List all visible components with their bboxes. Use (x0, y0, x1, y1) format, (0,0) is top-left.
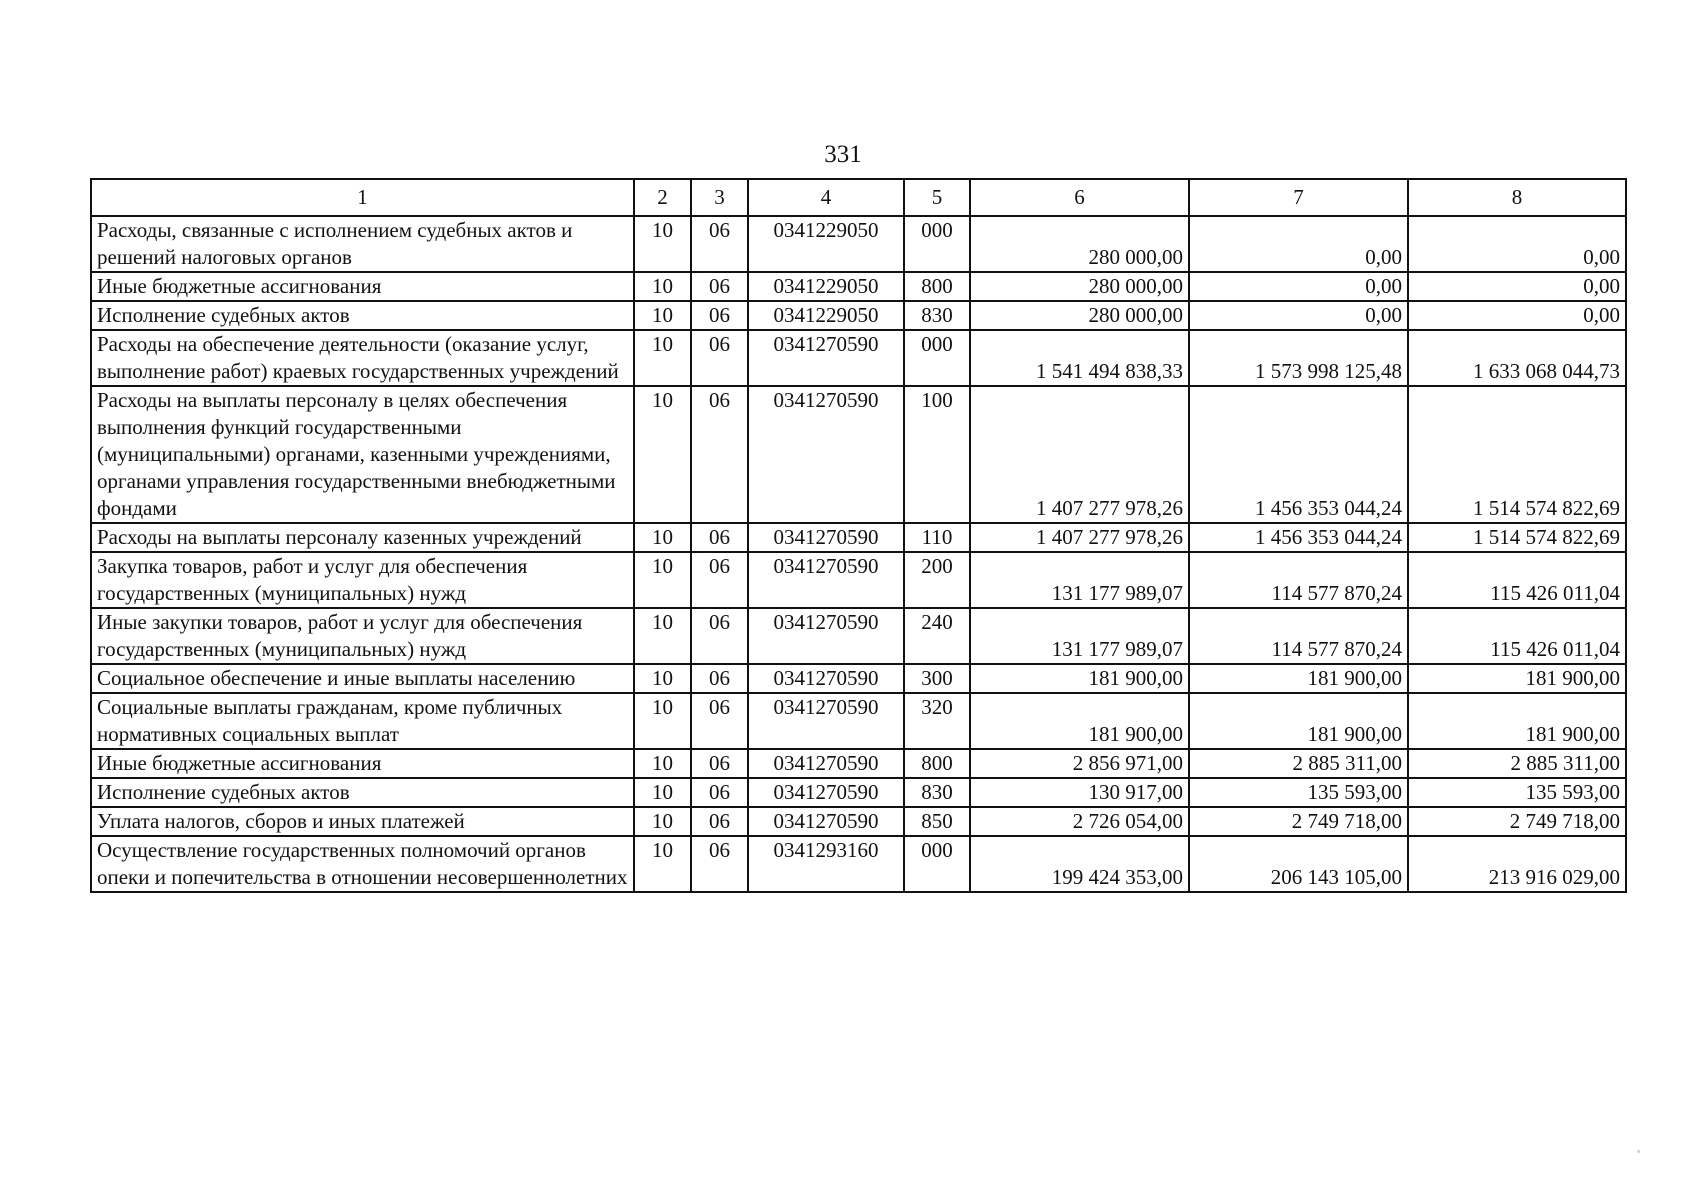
col2-cell: 10 (634, 330, 691, 386)
col3-cell: 06 (691, 749, 748, 778)
header-cell: 1 (91, 179, 634, 216)
scan-speck (1637, 1150, 1640, 1153)
col4-cell: 0341270590 (748, 778, 904, 807)
col8-amount-cell: 181 900,00 (1408, 664, 1626, 693)
row-name-cell: Расходы на выплаты персоналу казенных учреждений (91, 523, 634, 552)
col2-cell: 10 (634, 523, 691, 552)
col4-cell: 0341270590 (748, 608, 904, 664)
col3-cell: 06 (691, 523, 748, 552)
col6-amount-cell: 1 541 494 838,33 (970, 330, 1189, 386)
col2-cell: 10 (634, 552, 691, 608)
header-cell: 2 (634, 179, 691, 216)
row-name-cell: Расходы на выплаты персоналу в целях обеспечения выполнения функций государственными (муниципальными) органами, казенными учреждениями, органами управления государственными внебюджетными фондами (91, 386, 634, 523)
header-row (91, 179, 1626, 216)
col8-amount-cell: 0,00 (1408, 301, 1626, 330)
col7-amount-cell: 1 456 353 044,24 (1189, 523, 1408, 552)
col4-cell: 0341270590 (748, 807, 904, 836)
col2-cell: 10 (634, 836, 691, 892)
col6-amount-cell: 280 000,00 (970, 272, 1189, 301)
table-row (91, 664, 1626, 693)
header-cell: 3 (691, 179, 748, 216)
row-name-cell: Закупка товаров, работ и услуг для обеспечения государственных (муниципальных) нужд (91, 552, 634, 608)
col2-cell: 10 (634, 216, 691, 272)
col3-cell: 06 (691, 216, 748, 272)
table-row (91, 386, 1626, 523)
col3-cell: 06 (691, 693, 748, 749)
col8-amount-cell: 0,00 (1408, 272, 1626, 301)
col6-amount-cell: 2 726 054,00 (970, 807, 1189, 836)
table-row (91, 272, 1626, 301)
col3-cell: 06 (691, 386, 748, 523)
page-number: 331 (824, 141, 862, 168)
col3-cell: 06 (691, 272, 748, 301)
table-row (91, 301, 1626, 330)
col4-cell: 0341270590 (748, 664, 904, 693)
col6-amount-cell: 1 407 277 978,26 (970, 386, 1189, 523)
col8-amount-cell: 2 749 718,00 (1408, 807, 1626, 836)
header-cell: 4 (748, 179, 904, 216)
col7-amount-cell: 0,00 (1189, 301, 1408, 330)
row-name-cell: Расходы на обеспечение деятельности (оказание услуг, выполнение работ) краевых государственных учреждений (91, 330, 634, 386)
col4-cell: 0341270590 (748, 552, 904, 608)
col7-amount-cell: 114 577 870,24 (1189, 552, 1408, 608)
col7-amount-cell: 206 143 105,00 (1189, 836, 1408, 892)
col5-cell: 830 (904, 301, 970, 330)
col3-cell: 06 (691, 778, 748, 807)
header-cell: 7 (1189, 179, 1408, 216)
col4-cell: 0341270590 (748, 523, 904, 552)
table-body (91, 216, 1626, 892)
row-name-cell: Исполнение судебных актов (91, 301, 634, 330)
col4-cell: 0341270590 (748, 386, 904, 523)
row-name-cell: Иные закупки товаров, работ и услуг для обеспечения государственных (муниципальных) нужд (91, 608, 634, 664)
col2-cell: 10 (634, 693, 691, 749)
table-row (91, 836, 1626, 892)
col3-cell: 06 (691, 301, 748, 330)
col5-cell: 000 (904, 330, 970, 386)
col4-cell: 0341229050 (748, 301, 904, 330)
row-name-cell: Расходы, связанные с исполнением судебных актов и решений налоговых органов (91, 216, 634, 272)
col5-cell: 830 (904, 778, 970, 807)
col7-amount-cell: 135 593,00 (1189, 778, 1408, 807)
col2-cell: 10 (634, 807, 691, 836)
col5-cell: 000 (904, 836, 970, 892)
col7-amount-cell: 1 573 998 125,48 (1189, 330, 1408, 386)
col8-amount-cell: 2 885 311,00 (1408, 749, 1626, 778)
col4-cell: 0341270590 (748, 693, 904, 749)
table-row (91, 552, 1626, 608)
col5-cell: 300 (904, 664, 970, 693)
header-cell: 6 (970, 179, 1189, 216)
col4-cell: 0341293160 (748, 836, 904, 892)
col8-amount-cell: 115 426 011,04 (1408, 552, 1626, 608)
col7-amount-cell: 181 900,00 (1189, 664, 1408, 693)
row-name-cell: Социальные выплаты гражданам, кроме публичных нормативных социальных выплат (91, 693, 634, 749)
col6-amount-cell: 131 177 989,07 (970, 608, 1189, 664)
row-name-cell: Социальное обеспечение и иные выплаты населению (91, 664, 634, 693)
col5-cell: 800 (904, 272, 970, 301)
col7-amount-cell: 1 456 353 044,24 (1189, 386, 1408, 523)
col6-amount-cell: 181 900,00 (970, 664, 1189, 693)
header-cell: 8 (1408, 179, 1626, 216)
row-name-cell: Иные бюджетные ассигнования (91, 272, 634, 301)
table-row (91, 749, 1626, 778)
col4-cell: 0341229050 (748, 272, 904, 301)
table-row (91, 778, 1626, 807)
col8-amount-cell: 1 514 574 822,69 (1408, 386, 1626, 523)
col6-amount-cell: 280 000,00 (970, 216, 1189, 272)
col8-amount-cell: 0,00 (1408, 216, 1626, 272)
row-name-cell: Иные бюджетные ассигнования (91, 749, 634, 778)
col5-cell: 240 (904, 608, 970, 664)
col8-amount-cell: 181 900,00 (1408, 693, 1626, 749)
table-row (91, 216, 1626, 272)
table-row (91, 693, 1626, 749)
table-row (91, 330, 1626, 386)
col5-cell: 110 (904, 523, 970, 552)
col5-cell: 100 (904, 386, 970, 523)
col6-amount-cell: 130 917,00 (970, 778, 1189, 807)
budget-table (90, 178, 1627, 893)
col3-cell: 06 (691, 807, 748, 836)
col2-cell: 10 (634, 608, 691, 664)
col7-amount-cell: 0,00 (1189, 272, 1408, 301)
col7-amount-cell: 114 577 870,24 (1189, 608, 1408, 664)
col2-cell: 10 (634, 272, 691, 301)
col6-amount-cell: 1 407 277 978,26 (970, 523, 1189, 552)
row-name-cell: Исполнение судебных актов (91, 778, 634, 807)
table-row (91, 523, 1626, 552)
col3-cell: 06 (691, 836, 748, 892)
col6-amount-cell: 280 000,00 (970, 301, 1189, 330)
col7-amount-cell: 2 885 311,00 (1189, 749, 1408, 778)
col5-cell: 200 (904, 552, 970, 608)
col6-amount-cell: 131 177 989,07 (970, 552, 1189, 608)
col4-cell: 0341229050 (748, 216, 904, 272)
col3-cell: 06 (691, 608, 748, 664)
col4-cell: 0341270590 (748, 330, 904, 386)
col5-cell: 320 (904, 693, 970, 749)
table-row (91, 608, 1626, 664)
col3-cell: 06 (691, 664, 748, 693)
col8-amount-cell: 1 633 068 044,73 (1408, 330, 1626, 386)
col2-cell: 10 (634, 664, 691, 693)
row-name-cell: Осуществление государственных полномочий органов опеки и попечительства в отношении несовершеннолетних (91, 836, 634, 892)
col7-amount-cell: 181 900,00 (1189, 693, 1408, 749)
col6-amount-cell: 199 424 353,00 (970, 836, 1189, 892)
table-row (91, 807, 1626, 836)
col3-cell: 06 (691, 330, 748, 386)
col5-cell: 000 (904, 216, 970, 272)
col8-amount-cell: 135 593,00 (1408, 778, 1626, 807)
col2-cell: 10 (634, 301, 691, 330)
col8-amount-cell: 1 514 574 822,69 (1408, 523, 1626, 552)
col8-amount-cell: 115 426 011,04 (1408, 608, 1626, 664)
col2-cell: 10 (634, 386, 691, 523)
col3-cell: 06 (691, 552, 748, 608)
row-name-cell: Уплата налогов, сборов и иных платежей (91, 807, 634, 836)
col2-cell: 10 (634, 778, 691, 807)
col2-cell: 10 (634, 749, 691, 778)
col8-amount-cell: 213 916 029,00 (1408, 836, 1626, 892)
header-cell: 5 (904, 179, 970, 216)
col4-cell: 0341270590 (748, 749, 904, 778)
col5-cell: 850 (904, 807, 970, 836)
col7-amount-cell: 0,00 (1189, 216, 1408, 272)
col6-amount-cell: 181 900,00 (970, 693, 1189, 749)
col7-amount-cell: 2 749 718,00 (1189, 807, 1408, 836)
col5-cell: 800 (904, 749, 970, 778)
col6-amount-cell: 2 856 971,00 (970, 749, 1189, 778)
